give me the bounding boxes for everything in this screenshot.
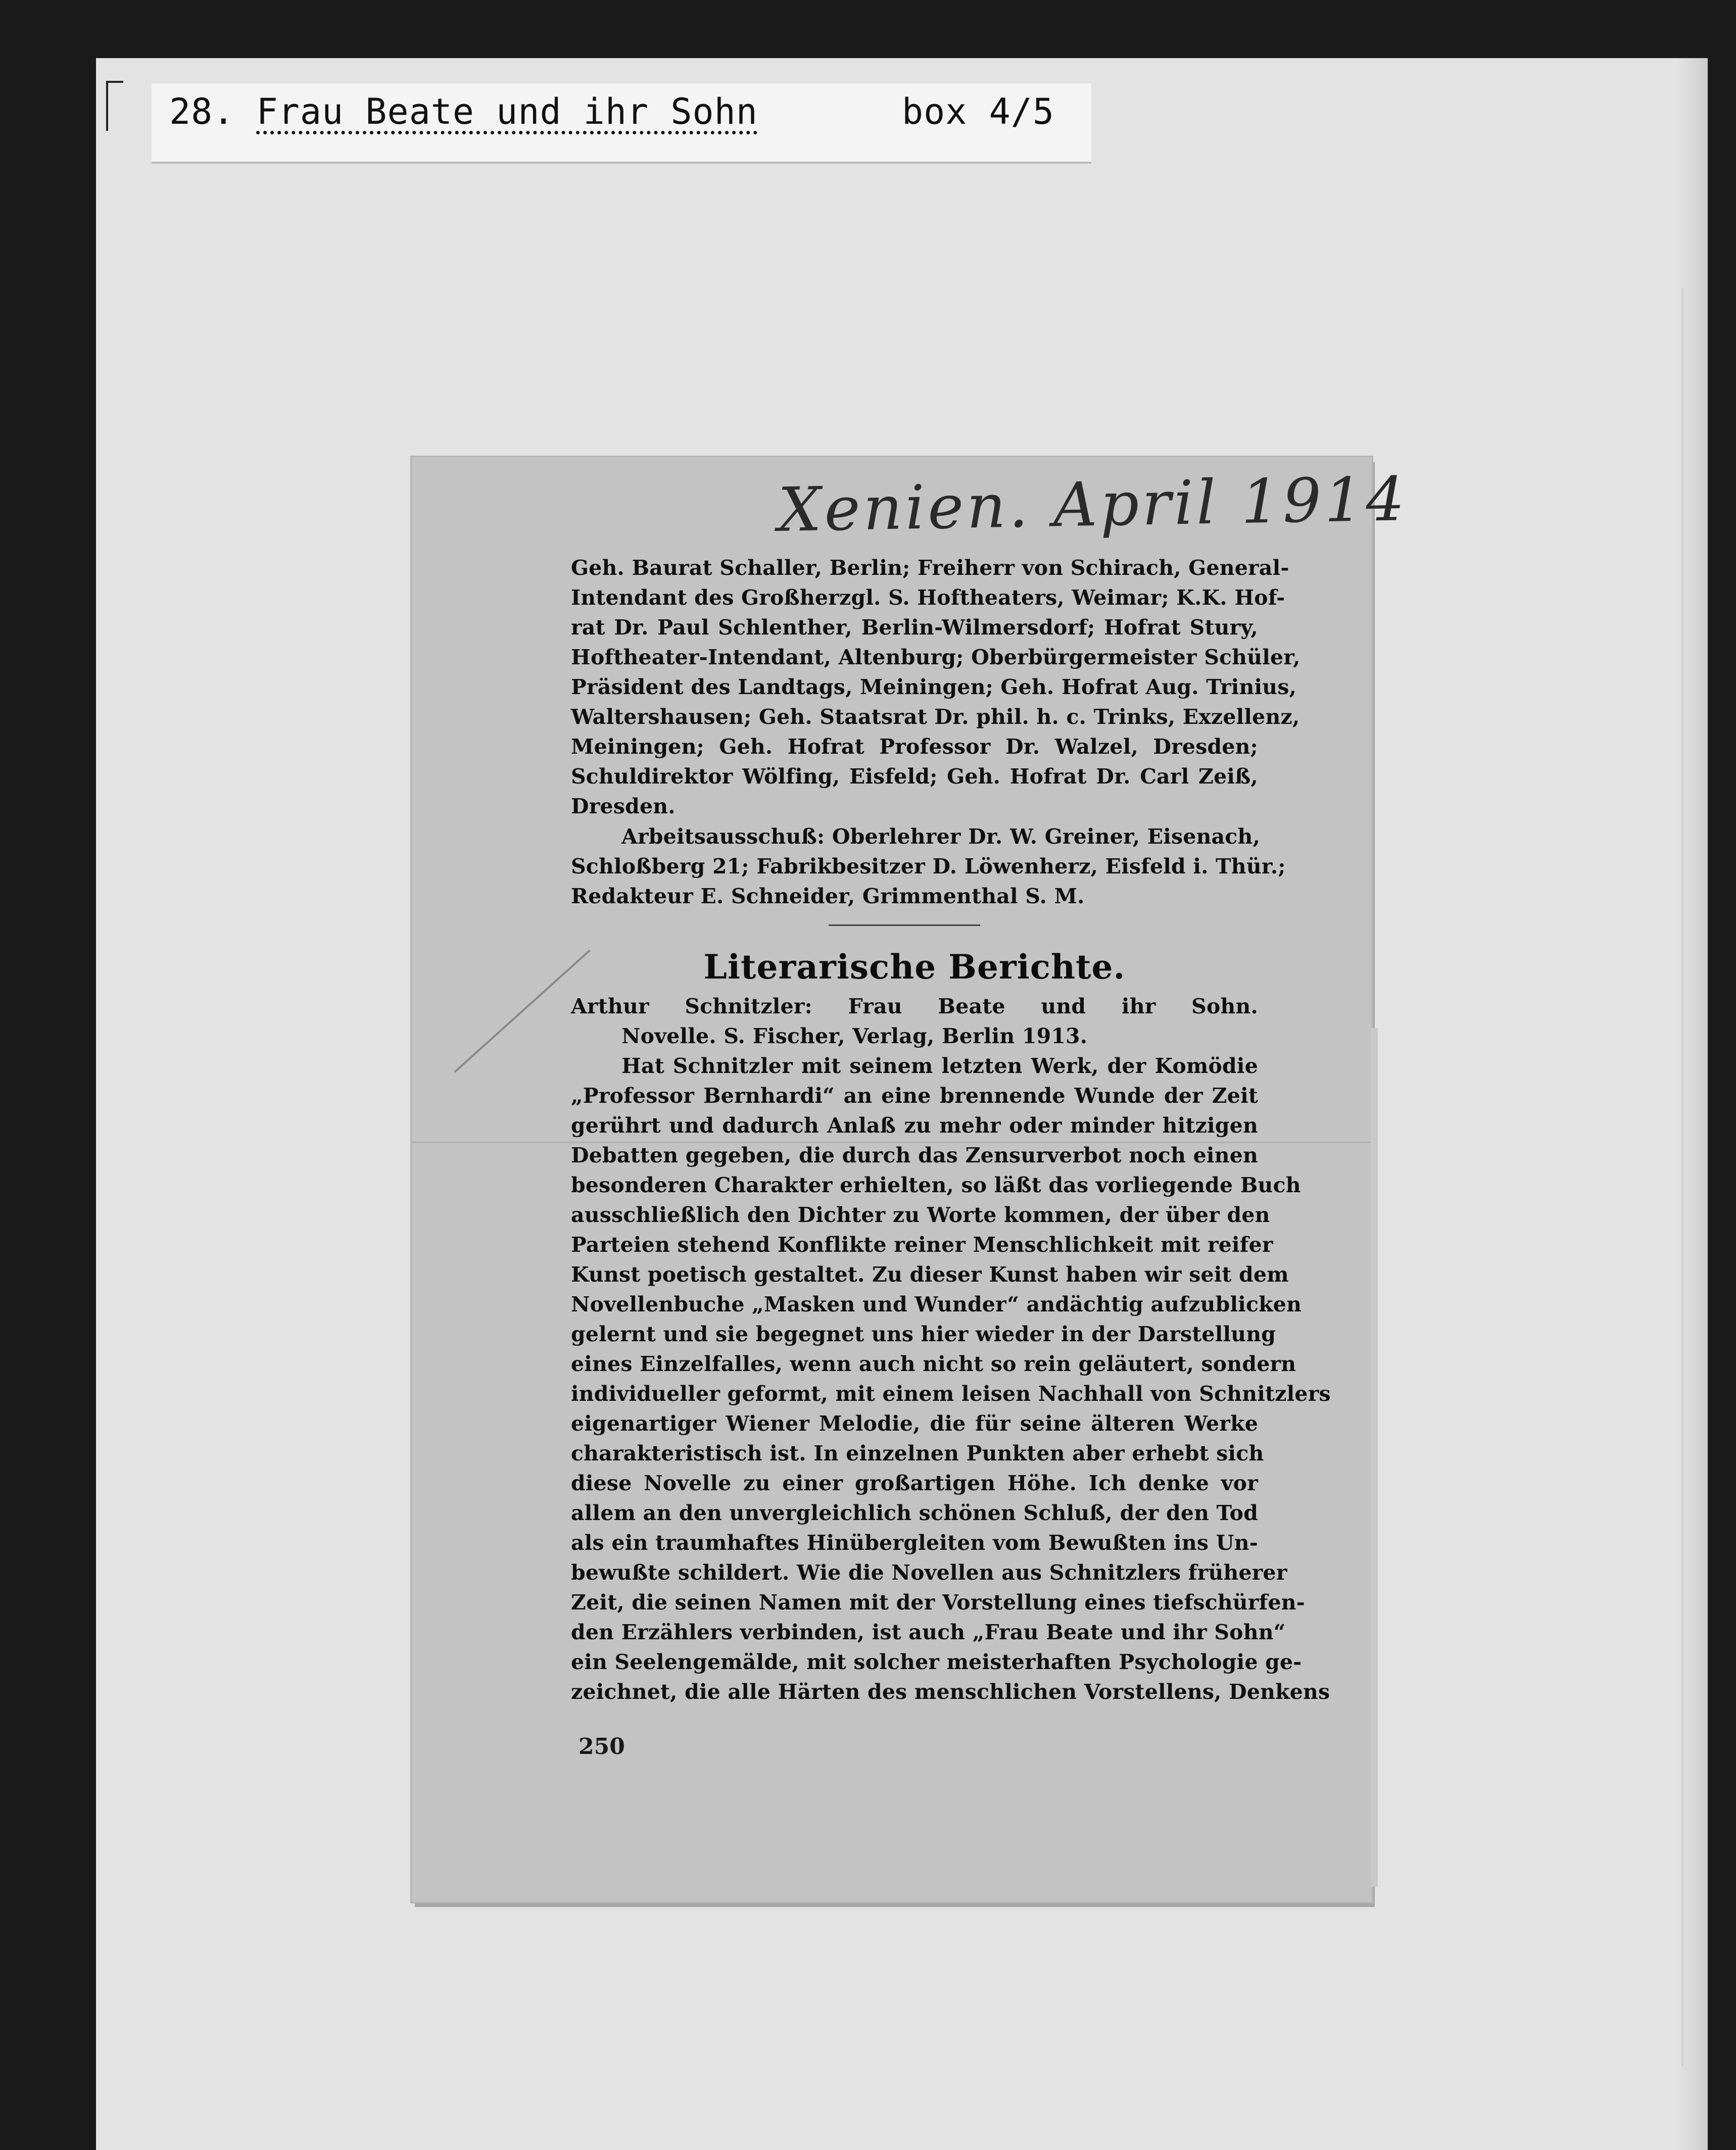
- text-line: rat Dr. Paul Schlenther, Berlin-Wilmersdorf; Hofrat Stury,: [571, 615, 1258, 640]
- page-number: 250: [578, 1734, 625, 1760]
- text-line: ein Seelengemälde, mit solcher meisterhaften Psychologie ge-: [571, 1650, 1302, 1674]
- text-line: Novelle. S. Fischer, Verlag, Berlin 1913.: [621, 1024, 1088, 1048]
- text-line: eigenartiger Wiener Melodie, die für seine älteren Werke: [571, 1411, 1258, 1436]
- header-title: Frau Beate und ihr Sohn: [256, 91, 758, 132]
- text-line: gelernt und sie begegnet uns hier wieder in der Darstellung: [571, 1322, 1276, 1346]
- text-line: Parteien stehend Konflikte reiner Menschlichkeit mit reifer: [571, 1233, 1273, 1257]
- text-line: Redakteur E. Schneider, Grimmenthal S. M.: [571, 884, 1085, 908]
- text-line: Zeit, die seinen Namen mit der Vorstellung eines tiefschürfen-: [571, 1590, 1305, 1615]
- text-line: Intendant des Großherzgl. S. Hoftheaters, Weimar; K.K. Hof-: [571, 585, 1285, 610]
- committee-paragraph: [571, 822, 1286, 911]
- text-line: diese Novelle zu einer großartigen Höhe. Ich denke vor: [571, 1471, 1258, 1495]
- section-divider: [829, 924, 980, 926]
- clipping-torn-edge: [1371, 1028, 1378, 1887]
- text-line: Debatten gegeben, die durch das Zensurverbot noch einen: [571, 1143, 1258, 1167]
- board-edge-line: [1681, 288, 1683, 2066]
- review-paragraph: [571, 992, 1331, 1707]
- text-line: Schuldirektor Wölfing, Eisfeld; Geh. Hofrat Dr. Carl Zeiß,: [571, 764, 1258, 789]
- header-entry: [169, 91, 758, 132]
- text-line: eines Einzelfalles, wenn auch nicht so rein geläutert, sondern: [571, 1352, 1296, 1376]
- text-line: Hoftheater-Intendant, Altenburg; Oberbürgermeister Schüler,: [571, 645, 1300, 669]
- corner-bracket-mark: [106, 81, 123, 131]
- text-line: Novellenbuche „Masken und Wunder“ andächtig aufzublicken: [571, 1292, 1302, 1316]
- text-line: besonderen Charakter erhielten, so läßt das vorliegende Buch: [571, 1173, 1301, 1197]
- text-line: Schloßberg 21; Fabrikbesitzer D. Löwenherz, Eisfeld i. Thür.;: [571, 854, 1286, 878]
- text-line: Waltershausen; Geh. Staatsrat Dr. phil. h. c. Trinks, Exzellenz,: [571, 705, 1300, 729]
- text-line: Kunst poetisch gestaltet. Zu dieser Kunst haben wir seit dem: [571, 1262, 1289, 1287]
- text-line: den Erzählers verbinden, ist auch „Frau Beate und ihr Sohn“: [571, 1620, 1286, 1644]
- patrons-list-paragraph: [571, 553, 1300, 821]
- text-line: als ein traumhaftes Hinübergleiten vom Bewußten ins Un-: [571, 1531, 1258, 1555]
- header-number: 28.: [169, 91, 235, 132]
- text-line: Arthur Schnitzler: Frau Beate und ihr Sohn.: [571, 994, 1258, 1018]
- text-line: Präsident des Landtags, Meiningen; Geh. Hofrat Aug. Trinius,: [571, 675, 1297, 699]
- text-line: individueller geformt, mit einem leisen Nachhall von Schnitzlers: [571, 1382, 1331, 1406]
- text-line: gerührt und dadurch Anlaß zu mehr oder minder hitzigen: [571, 1113, 1258, 1138]
- text-line: zeichnet, die alle Härten des menschlichen Vorstellens, Denkens: [571, 1680, 1330, 1704]
- text-line: Meiningen; Geh. Hofrat Professor Dr. Walzel, Dresden;: [571, 735, 1258, 759]
- text-line: Dresden.: [571, 794, 676, 818]
- header-box-number: box 4/5: [902, 91, 1055, 132]
- text-line: „Professor Bernhardi“ an eine brennende Wunde der Zeit: [571, 1084, 1258, 1108]
- text-line: Hat Schnitzler mit seinem letzten Werk, der Komödie: [621, 1054, 1258, 1078]
- text-line: bewußte schildert. Wie die Novellen aus Schnitzlers früherer: [571, 1560, 1287, 1585]
- text-line: charakteristisch ist. In einzelnen Punkten aber erhebt sich: [571, 1441, 1264, 1465]
- text-line: allem an den unvergleichlich schönen Schluß, der den Tod: [571, 1501, 1259, 1525]
- text-line: Arbeitsausschuß: Oberlehrer Dr. W. Greiner, Eisenach,: [621, 824, 1261, 849]
- handwritten-source-note: Xenien. April 1914: [777, 464, 1408, 546]
- text-line: Geh. Baurat Schaller, Berlin; Freiherr von Schirach, General-: [571, 556, 1289, 580]
- section-heading: Literarische Berichte.: [703, 947, 1126, 987]
- text-line: ausschließlich den Dichter zu Worte kommen, der über den: [571, 1203, 1270, 1227]
